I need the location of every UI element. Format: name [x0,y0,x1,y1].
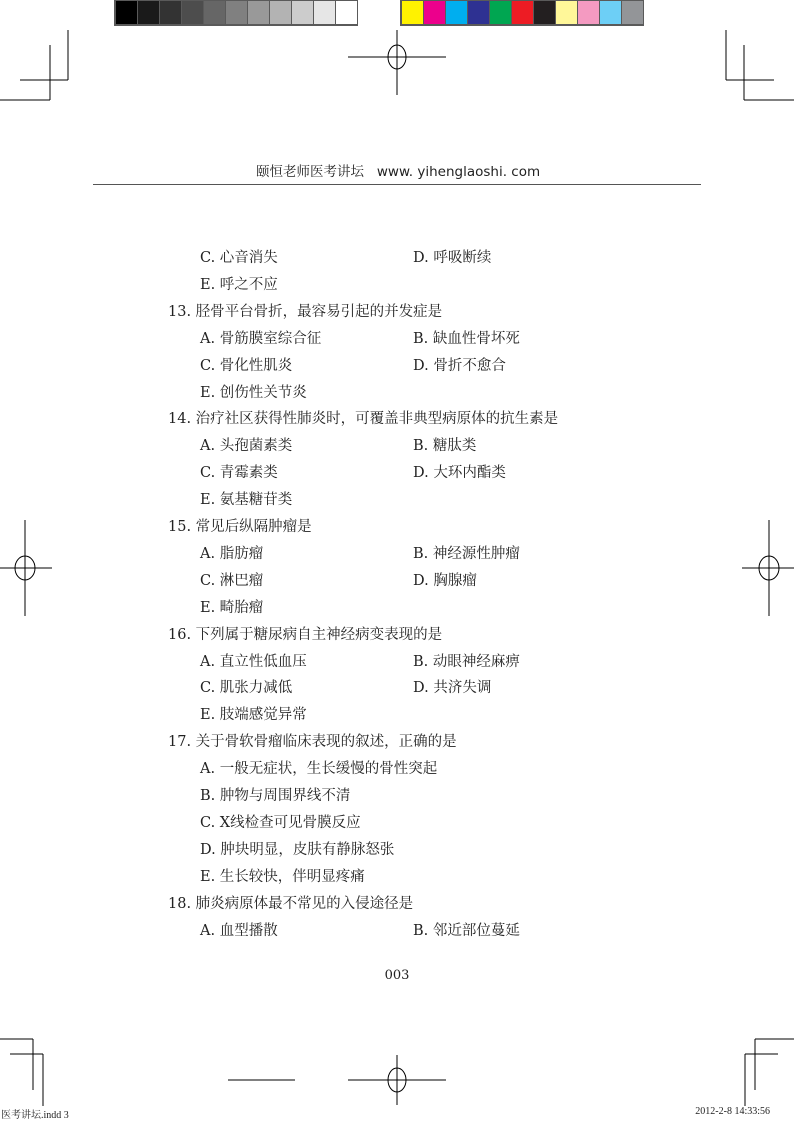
answer-option: E. 生长较快，伴明显疼痛 [200,868,365,885]
answer-option: C. 心音消失 [200,250,278,266]
crop-mark-bottom-left [0,1039,43,1106]
answer-option: A. 血型播散 [200,922,278,939]
page-number: 003 [384,968,410,983]
answer-option: D. 骨折不愈合 [413,357,506,374]
registration-mark-left [0,520,52,616]
answer-option: E. 创伤性关节炎 [200,384,307,401]
answer-option: B. 动眼神经麻痹 [413,653,520,670]
answer-option: D. 胸腺瘤 [413,572,477,589]
answer-option: A. 脂肪瘤 [200,545,264,562]
answer-option: A. 骨筋膜室综合征 [200,330,322,347]
answer-option: B. 邻近部位蔓延 [413,922,520,939]
header-url: www. yihenglaoshi. com [376,164,541,180]
slug-timestamp: 2012-2-8 14:33:56 [695,1106,770,1117]
answer-option: A. 一般无症状，生长缓慢的骨性突起 [200,761,438,778]
registration-mark-bottom [228,1055,446,1105]
crop-mark-top-left [0,30,68,100]
answer-option: B. 肿物与周围界线不清 [200,788,351,804]
answer-option: D. 共济失调 [413,680,492,697]
header-title: 颐恒老师医考讲坛 [256,164,364,180]
answer-option: C. 淋巴瘤 [200,572,264,589]
answer-option: C. 青霉素类 [200,465,278,482]
slug-filename: 医考讲坛.indd 3 [1,1110,69,1121]
answer-option: D. 呼吸断续 [413,250,492,266]
answer-option: E. 畸胎瘤 [200,599,264,616]
registration-mark-top [348,30,446,95]
answer-option: B. 缺血性骨坏死 [413,330,520,347]
answer-option: C. X线检查可见骨膜反应 [200,814,361,831]
answer-option: E. 氨基糖苷类 [200,492,293,509]
question-stem: 17. 关于骨软骨瘤临床表现的叙述，正确的是 [168,734,457,751]
answer-option: A. 头孢菌素类 [200,438,293,455]
crop-mark-bottom-right [745,1039,794,1106]
question-stem: 15. 常见后纵隔肿瘤是 [168,519,312,535]
answer-option: D. 肿块明显，皮肤有静脉怒张 [200,841,395,858]
question-stem: 18. 肺炎病原体最不常见的入侵途径是 [168,895,414,912]
answer-option: E. 呼之不应 [200,276,278,293]
answer-option: E. 肢端感觉异常 [200,707,307,724]
answer-option: C. 骨化性肌炎 [200,357,293,374]
running-header [256,160,540,180]
answer-option: B. 糖肽类 [413,438,477,455]
answer-option: A. 直立性低血压 [200,653,307,670]
answer-option: B. 神经源性肿瘤 [413,545,520,562]
header-divider [93,184,701,185]
answer-option: D. 大环内酯类 [413,465,506,482]
crop-mark-top-right [726,30,794,100]
question-stem: 14. 治疗社区获得性肺炎时，可覆盖非典型病原体的抗生素是 [168,411,559,428]
question-stem: 16. 下列属于糖尿病自主神经病变表现的是 [168,626,443,643]
question-stem: 13. 胫骨平台骨折，最容易引起的并发症是 [168,303,443,320]
registration-mark-right [742,520,794,616]
answer-option: C. 肌张力减低 [200,680,293,697]
